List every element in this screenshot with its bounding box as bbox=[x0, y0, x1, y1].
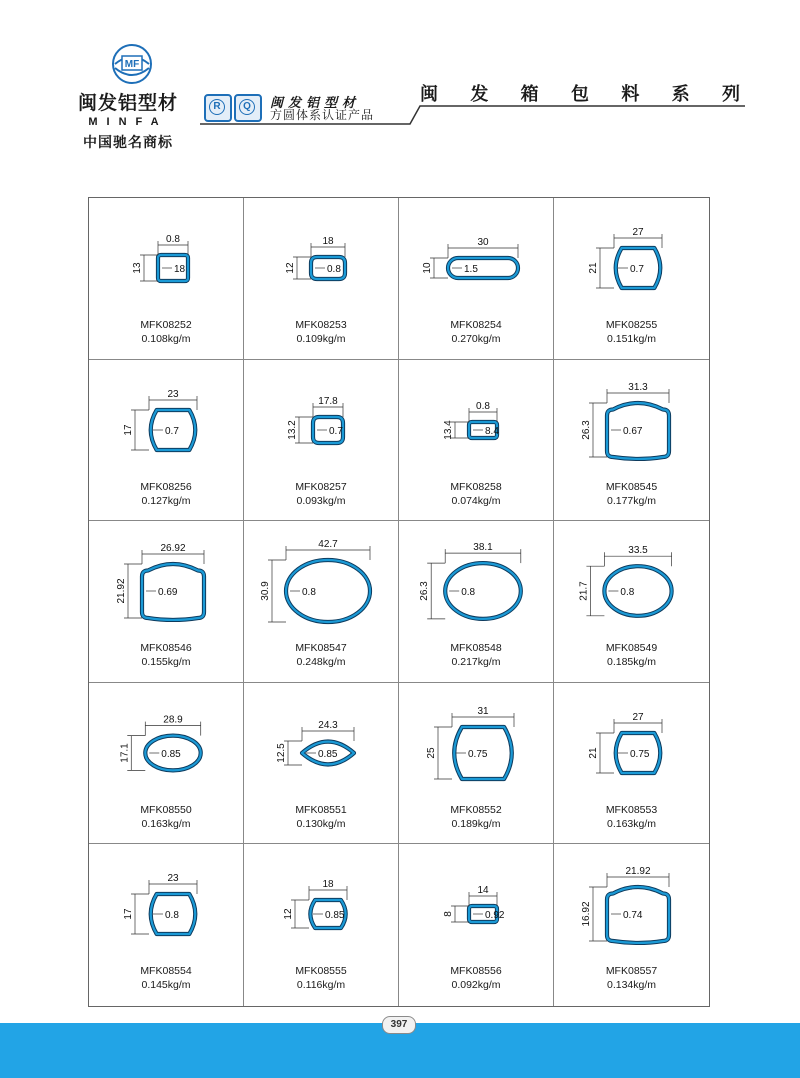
product-code: MFK08549 bbox=[605, 642, 658, 655]
product-weight: 0.151kg/m bbox=[606, 333, 657, 345]
profile-drawing bbox=[244, 844, 399, 962]
dimension-label: 21 bbox=[588, 262, 599, 274]
product-cell bbox=[399, 198, 554, 360]
profile-drawing bbox=[554, 844, 709, 962]
page-number: 397 bbox=[382, 1016, 416, 1034]
profile-drawing bbox=[554, 198, 709, 316]
dimension-label: 38.1 bbox=[473, 542, 493, 554]
product-cell bbox=[399, 360, 554, 522]
dimension-label: 0.92 bbox=[485, 910, 505, 922]
profile-drawing bbox=[89, 360, 244, 478]
profile-drawing bbox=[399, 360, 554, 478]
dimension-label: 14 bbox=[477, 885, 489, 897]
product-cell bbox=[554, 521, 709, 683]
product-weight: 0.270kg/m bbox=[451, 333, 501, 345]
product-code: MFK08546 bbox=[140, 642, 192, 655]
product-weight: 0.074kg/m bbox=[451, 494, 501, 507]
product-weight: 0.092kg/m bbox=[451, 979, 501, 992]
profile-drawing bbox=[399, 521, 554, 639]
product-cell bbox=[89, 521, 244, 683]
cert-r-letter: R bbox=[209, 99, 225, 115]
profile-drawing bbox=[399, 683, 554, 801]
header-divider-line bbox=[0, 0, 800, 140]
dimension-label: 23 bbox=[167, 388, 179, 400]
dimension-label: 18 bbox=[322, 879, 334, 891]
product-weight: 0.177kg/m bbox=[606, 494, 657, 507]
product-weight: 0.185kg/m bbox=[606, 656, 657, 669]
product-code: MFK08545 bbox=[605, 480, 658, 493]
series-char: 料 bbox=[621, 84, 640, 105]
dimension-label: 31.3 bbox=[628, 381, 648, 393]
dimension-label: 13.2 bbox=[287, 419, 298, 440]
profile-drawing bbox=[244, 198, 399, 316]
product-cell bbox=[244, 683, 399, 845]
dimension-label: 27 bbox=[632, 227, 644, 238]
cert-subtitle: 方圆体系认证产品 bbox=[270, 108, 375, 122]
profile-drawing bbox=[244, 683, 399, 801]
dimension-label: 0.75 bbox=[468, 748, 488, 760]
dimension-label: 33.5 bbox=[628, 545, 648, 557]
product-weight: 0.127kg/m bbox=[141, 494, 191, 507]
product-code: MFK08255 bbox=[605, 319, 658, 331]
dimension-label: 1.5 bbox=[464, 264, 478, 275]
product-weight: 0.108kg/m bbox=[141, 333, 191, 345]
dimension-label: 0.85 bbox=[325, 910, 345, 922]
profile-drawing bbox=[244, 360, 399, 478]
product-weight: 0.163kg/m bbox=[606, 817, 657, 830]
dimension-label: 8 bbox=[443, 911, 454, 918]
product-cell bbox=[244, 198, 399, 360]
dimension-label: 0.74 bbox=[623, 910, 643, 922]
dimension-label: 8.4 bbox=[485, 425, 499, 437]
dimension-label: 23 bbox=[167, 873, 179, 885]
product-cell bbox=[244, 360, 399, 522]
product-weight: 0.134kg/m bbox=[606, 979, 657, 992]
product-cell bbox=[399, 521, 554, 683]
dimension-label: 27 bbox=[632, 711, 644, 723]
profile-drawing bbox=[554, 683, 709, 801]
dimension-label: 30.9 bbox=[260, 581, 271, 601]
series-char: 闽 bbox=[420, 84, 438, 105]
dimension-label: 24.3 bbox=[318, 719, 338, 731]
product-weight: 0.189kg/m bbox=[451, 817, 501, 830]
product-weight: 0.217kg/m bbox=[451, 656, 501, 669]
dimension-label: 0.85 bbox=[318, 748, 338, 760]
logo-brand-name: 闽发铝型材 bbox=[77, 92, 178, 114]
dimension-label: 0.7 bbox=[165, 425, 179, 437]
dimension-label: 25 bbox=[426, 747, 437, 759]
product-code: MFK08551 bbox=[295, 803, 347, 816]
series-char: 发 bbox=[470, 84, 489, 105]
dimension-label: 26.3 bbox=[419, 581, 431, 601]
dimension-label: 0.8 bbox=[166, 234, 180, 245]
product-code: MFK08552 bbox=[450, 803, 502, 816]
product-cell bbox=[89, 198, 244, 360]
product-cell bbox=[399, 683, 554, 845]
dimension-label: 12 bbox=[285, 262, 296, 274]
dimension-label: 12.5 bbox=[276, 743, 287, 763]
product-code: MFK08555 bbox=[295, 965, 347, 978]
product-weight: 0.145kg/m bbox=[141, 979, 191, 992]
dimension-label: 26.3 bbox=[581, 419, 592, 440]
profile-drawing bbox=[399, 198, 554, 316]
dimension-label: 0.7 bbox=[630, 264, 644, 275]
product-cell bbox=[244, 521, 399, 683]
product-cell bbox=[554, 683, 709, 845]
dimension-label: 18 bbox=[322, 236, 334, 247]
profile-drawing bbox=[399, 844, 554, 962]
product-weight: 0.130kg/m bbox=[296, 817, 346, 830]
product-code: MFK08254 bbox=[450, 319, 502, 331]
dimension-label: 17.1 bbox=[119, 743, 131, 763]
logo-slogan: 中国驰名商标 bbox=[83, 134, 173, 150]
dimension-label: 0.8 bbox=[620, 587, 635, 599]
product-code: MFK08257 bbox=[295, 480, 347, 493]
dimension-label: 28.9 bbox=[163, 714, 183, 726]
dimension-label: 42.7 bbox=[318, 539, 338, 551]
dimension-label: 13.4 bbox=[443, 419, 454, 440]
product-code: MFK08554 bbox=[140, 965, 192, 978]
product-weight: 0.109kg/m bbox=[296, 333, 346, 345]
product-code: MFK08256 bbox=[140, 480, 192, 493]
cert-title: 闽发铝型材 bbox=[270, 96, 361, 111]
product-cell bbox=[554, 360, 709, 522]
dimension-label: 17 bbox=[123, 424, 134, 436]
product-cell bbox=[89, 683, 244, 845]
dimension-label: 30 bbox=[477, 237, 489, 248]
profile-drawing bbox=[89, 521, 244, 639]
dimension-label: 0.8 bbox=[302, 587, 316, 599]
series-char: 箱 bbox=[520, 84, 539, 105]
product-code: MFK08548 bbox=[450, 642, 502, 655]
product-code: MFK08556 bbox=[450, 965, 502, 978]
series-char: 列 bbox=[721, 84, 740, 105]
profile-drawing bbox=[554, 521, 709, 639]
product-code: MFK08253 bbox=[295, 319, 347, 331]
logo-badge-letters: MF bbox=[124, 59, 140, 70]
product-code: MFK08557 bbox=[605, 965, 658, 978]
series-char: 系 bbox=[671, 84, 690, 105]
product-cell bbox=[554, 198, 709, 360]
dimension-label: 0.67 bbox=[623, 425, 643, 437]
product-cell bbox=[89, 844, 244, 1006]
product-code: MFK08258 bbox=[450, 480, 502, 493]
product-weight: 0.116kg/m bbox=[296, 979, 346, 992]
profile-drawing bbox=[89, 683, 244, 801]
dimension-label: 10 bbox=[422, 262, 433, 274]
product-weight: 0.163kg/m bbox=[141, 817, 191, 830]
profile-drawing bbox=[554, 360, 709, 478]
dimension-label: 21.92 bbox=[625, 866, 651, 878]
dimension-label: 21.7 bbox=[578, 581, 590, 601]
dimension-label: 0.85 bbox=[161, 748, 181, 760]
dimension-label: 21 bbox=[588, 747, 599, 759]
dimension-label: 17.8 bbox=[318, 395, 338, 407]
product-cell bbox=[554, 844, 709, 1006]
dimension-label: 17 bbox=[123, 908, 134, 920]
dimension-label: 0.69 bbox=[158, 587, 178, 599]
dimension-label: 13 bbox=[132, 262, 143, 274]
cert-q-letter: Q bbox=[239, 99, 255, 115]
dimension-label: 16.92 bbox=[581, 901, 592, 927]
product-cell bbox=[89, 360, 244, 522]
series-char: 包 bbox=[570, 84, 589, 105]
dimension-label: 0.8 bbox=[165, 910, 179, 922]
product-code: MFK08550 bbox=[140, 803, 192, 816]
dimension-label: 0.8 bbox=[327, 264, 341, 275]
dimension-label: 12 bbox=[283, 908, 294, 920]
profile-drawing bbox=[89, 198, 244, 316]
product-weight: 0.248kg/m bbox=[296, 656, 346, 669]
profile-drawing bbox=[244, 521, 399, 639]
product-cell bbox=[399, 844, 554, 1006]
product-code: MFK08547 bbox=[295, 642, 347, 655]
product-code: MFK08553 bbox=[605, 803, 658, 816]
dimension-label: 0.8 bbox=[476, 400, 490, 412]
product-weight: 0.093kg/m bbox=[296, 494, 346, 507]
profile-drawing bbox=[89, 844, 244, 962]
dimension-label: 0.8 bbox=[461, 587, 476, 599]
product-cell bbox=[244, 844, 399, 1006]
logo-latin-name: MINFA bbox=[88, 116, 168, 128]
dimension-label: 18 bbox=[174, 264, 186, 275]
product-weight: 0.155kg/m bbox=[141, 656, 191, 669]
product-grid bbox=[88, 197, 710, 1007]
dimension-label: 0.75 bbox=[630, 748, 650, 760]
dimension-label: 0.7 bbox=[329, 425, 343, 437]
dimension-label: 26.92 bbox=[160, 543, 186, 555]
dimension-label: 31 bbox=[477, 705, 489, 717]
product-code: MFK08252 bbox=[140, 319, 192, 331]
dimension-label: 21.92 bbox=[116, 578, 127, 604]
series-title bbox=[420, 80, 740, 106]
